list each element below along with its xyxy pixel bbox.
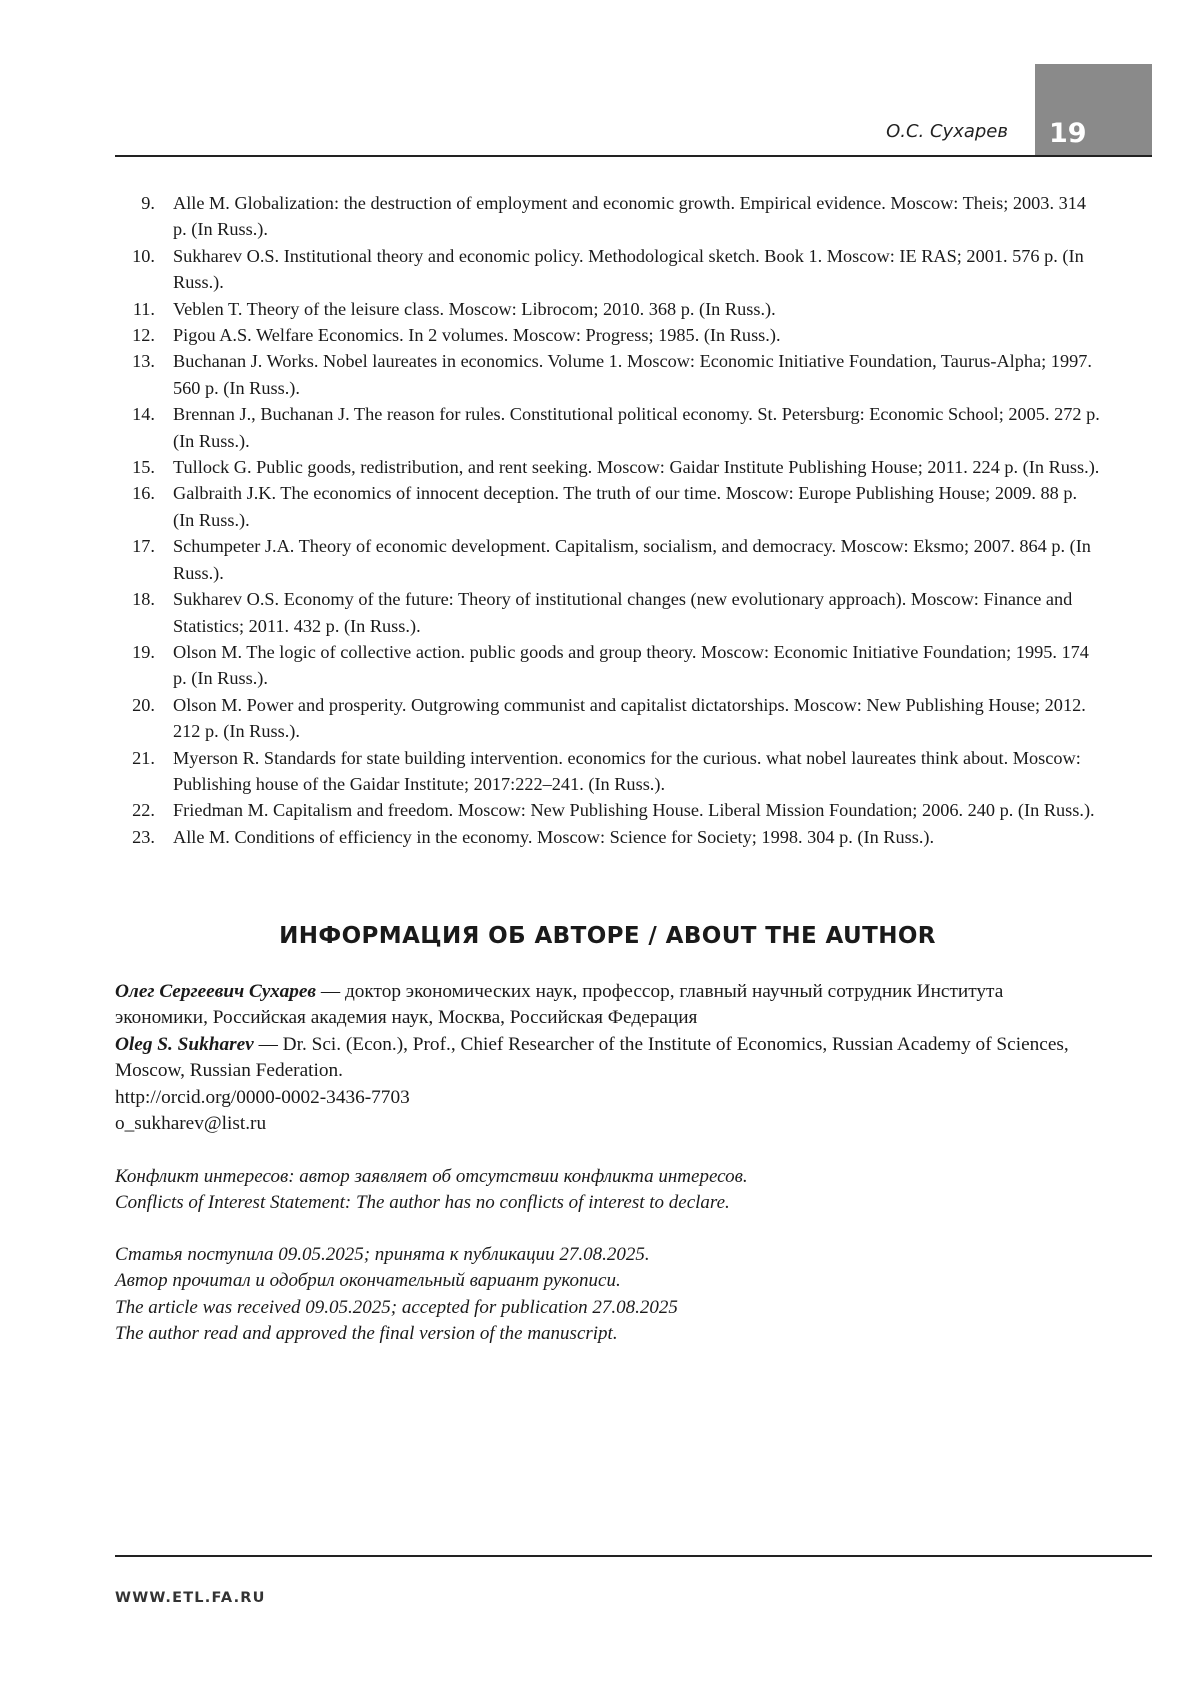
author-ru-line — [115, 979, 1100, 1032]
reference-number: 13. — [132, 351, 155, 372]
reference-number: 16. — [132, 483, 155, 504]
reference-number: 17. — [132, 536, 155, 557]
reference-item — [115, 745, 1100, 798]
reference-item — [115, 586, 1100, 639]
conflict-statement — [115, 1164, 1100, 1217]
reference-text: Myerson R. Standards for state building intervention. economics for the curious. what nobel laureates think about. Moscow: Publishing house of the Gaidar Institute; 2017:222–241. (In Russ.). — [173, 747, 1081, 794]
received-en: The article was received 09.05.2025; accepted for publication 27.08.2025 — [115, 1296, 678, 1318]
reference-number: 10. — [132, 245, 155, 266]
reference-number: 21. — [132, 747, 155, 768]
reference-text: Buchanan J. Works. Nobel laureates in economics. Volume 1. Moscow: Economic Initiative Foundation, Taurus-Alpha; 1997. 560 p. (In Russ.). — [173, 351, 1092, 398]
reference-text: Sukharev O.S. Institutional theory and economic policy. Methodological sketch. Book 1. Moscow: IE RAS; 2001. 576 p. (In Russ.). — [173, 245, 1084, 293]
author-en-name: Oleg S. Sukharev — [115, 1033, 254, 1055]
reference-item — [115, 322, 1100, 348]
reference-text: Pigou A.S. Welfare Economics. In 2 volumes. Moscow: Progress; 1985. (In Russ.). — [173, 325, 781, 346]
running-author: О.С. Сухарев — [886, 121, 1008, 142]
reference-number: 19. — [132, 641, 155, 662]
reference-item — [115, 401, 1100, 454]
reference-number: 20. — [132, 694, 155, 715]
received-ru: Статья поступила 09.05.2025; принята к публикации 27.08.2025. — [115, 1244, 650, 1265]
reference-item — [115, 533, 1100, 586]
approved-ru: Автор прочитал и одобрил окончательный вариант рукописи. — [115, 1270, 621, 1292]
reference-number: 11. — [132, 298, 155, 319]
reference-item — [115, 692, 1100, 745]
reference-item — [115, 480, 1100, 533]
conflict-ru: Конфликт интересов: автор заявляет об отсутствии конфликта интересов. — [115, 1166, 748, 1187]
reference-item — [115, 639, 1100, 692]
article-dates — [115, 1242, 1100, 1348]
author-info — [115, 979, 1100, 1137]
reference-item — [115, 296, 1100, 322]
page-number: 19 — [1049, 118, 1087, 149]
reference-list — [115, 190, 1100, 850]
footer-website-link[interactable]: WWW.ETL.FA.RU — [115, 1590, 266, 1606]
reference-item — [115, 348, 1100, 401]
reference-text: Alle M. Globalization: the destruction of employment and economic growth. Empirical evidence. Moscow: Theis; 2003. 314 p. (In Russ.). — [173, 193, 1087, 240]
reference-text: Galbraith J.K. The economics of innocent deception. The truth of our time. Moscow: Europe Publishing House; 2009. 88 p. (In Russ.). — [173, 483, 1078, 530]
reference-number: 14. — [132, 404, 155, 425]
reference-text: Tullock G. Public goods, redistribution, and rent seeking. Moscow: Gaidar Institute Publishing House; 2011. 224 p. (In Russ.). — [173, 457, 1100, 478]
author-ru-name: Олег Сергеевич Сухарев — [115, 981, 317, 1002]
reference-item — [115, 824, 1100, 850]
reference-text: Sukharev O.S. Economy of the future: Theory of institutional changes (new evolutionary approach). Moscow: Finance and Statistics; 2011. 432 p. (In Russ.). — [173, 589, 1073, 636]
reference-text: Olson M. Power and prosperity. Outgrowing communist and capitalist dictatorships. Moscow: New Publishing House; 2012. 212 p. (In Russ.). — [173, 694, 1086, 742]
reference-number: 9. — [141, 193, 155, 213]
reference-text: Alle M. Conditions of efficiency in the economy. Moscow: Science for Society; 1998. 304 p. (In Russ.). — [173, 826, 935, 847]
reference-text: Veblen T. Theory of the leisure class. Moscow: Librocom; 2010. 368 p. (In Russ.). — [173, 298, 776, 319]
reference-text: Brennan J., Buchanan J. The reason for rules. Constitutional political economy. St. Petersburg: Economic School; 2005. 272 p. (In Russ.). — [173, 404, 1100, 451]
reference-text: Schumpeter J.A. Theory of economic development. Capitalism, socialism, and democracy. Moscow: Eksmo; 2007. 864 p. (In Russ.). — [173, 536, 1091, 583]
reference-item — [115, 243, 1100, 296]
reference-text: Olson M. The logic of collective action. public goods and group theory. Moscow: Economic Initiative Foundation; 1995. 174 p. (In Russ.). — [173, 641, 1089, 689]
reference-number: 22. — [132, 800, 155, 821]
reference-number: 12. — [132, 325, 155, 346]
author-ru-description: — доктор экономических наук, профессор, главный научный сотрудник Института экономики, Российская академия наук, Москва, Российская Федерация — [115, 981, 1004, 1029]
reference-number: 18. — [132, 589, 155, 610]
footer-rule — [115, 1555, 1152, 1557]
reference-item — [115, 797, 1100, 823]
reference-number: 23. — [132, 826, 155, 847]
author-email[interactable]: o_sukharev@list.ru — [115, 1113, 267, 1135]
author-en-description: — Dr. Sci. (Econ.), Prof., Chief Researcher of the Institute of Economics, Russian Academy of Sciences, Moscow, Russian Federation. — [115, 1033, 1069, 1082]
header-rule — [115, 155, 1152, 157]
reference-text: Friedman M. Capitalism and freedom. Moscow: New Publishing House. Liberal Mission Foundation; 2006. 240 p. (In Russ.). — [173, 800, 1095, 821]
approved-en: The author read and approved the final version of the manuscript. — [115, 1323, 618, 1345]
reference-item — [115, 454, 1100, 480]
author-orcid[interactable]: http://orcid.org/0000-0002-3436-7703 — [115, 1086, 410, 1108]
conflict-en: Conflicts of Interest Statement: The author has no conflicts of interest to declare. — [115, 1192, 730, 1214]
reference-item — [115, 190, 1100, 243]
author-en-line — [115, 1032, 1100, 1085]
reference-number: 15. — [132, 457, 155, 478]
author-info-heading: ИНФОРМАЦИЯ ОБ АВТОРЕ / ABOUT THE AUTHOR — [279, 923, 936, 949]
